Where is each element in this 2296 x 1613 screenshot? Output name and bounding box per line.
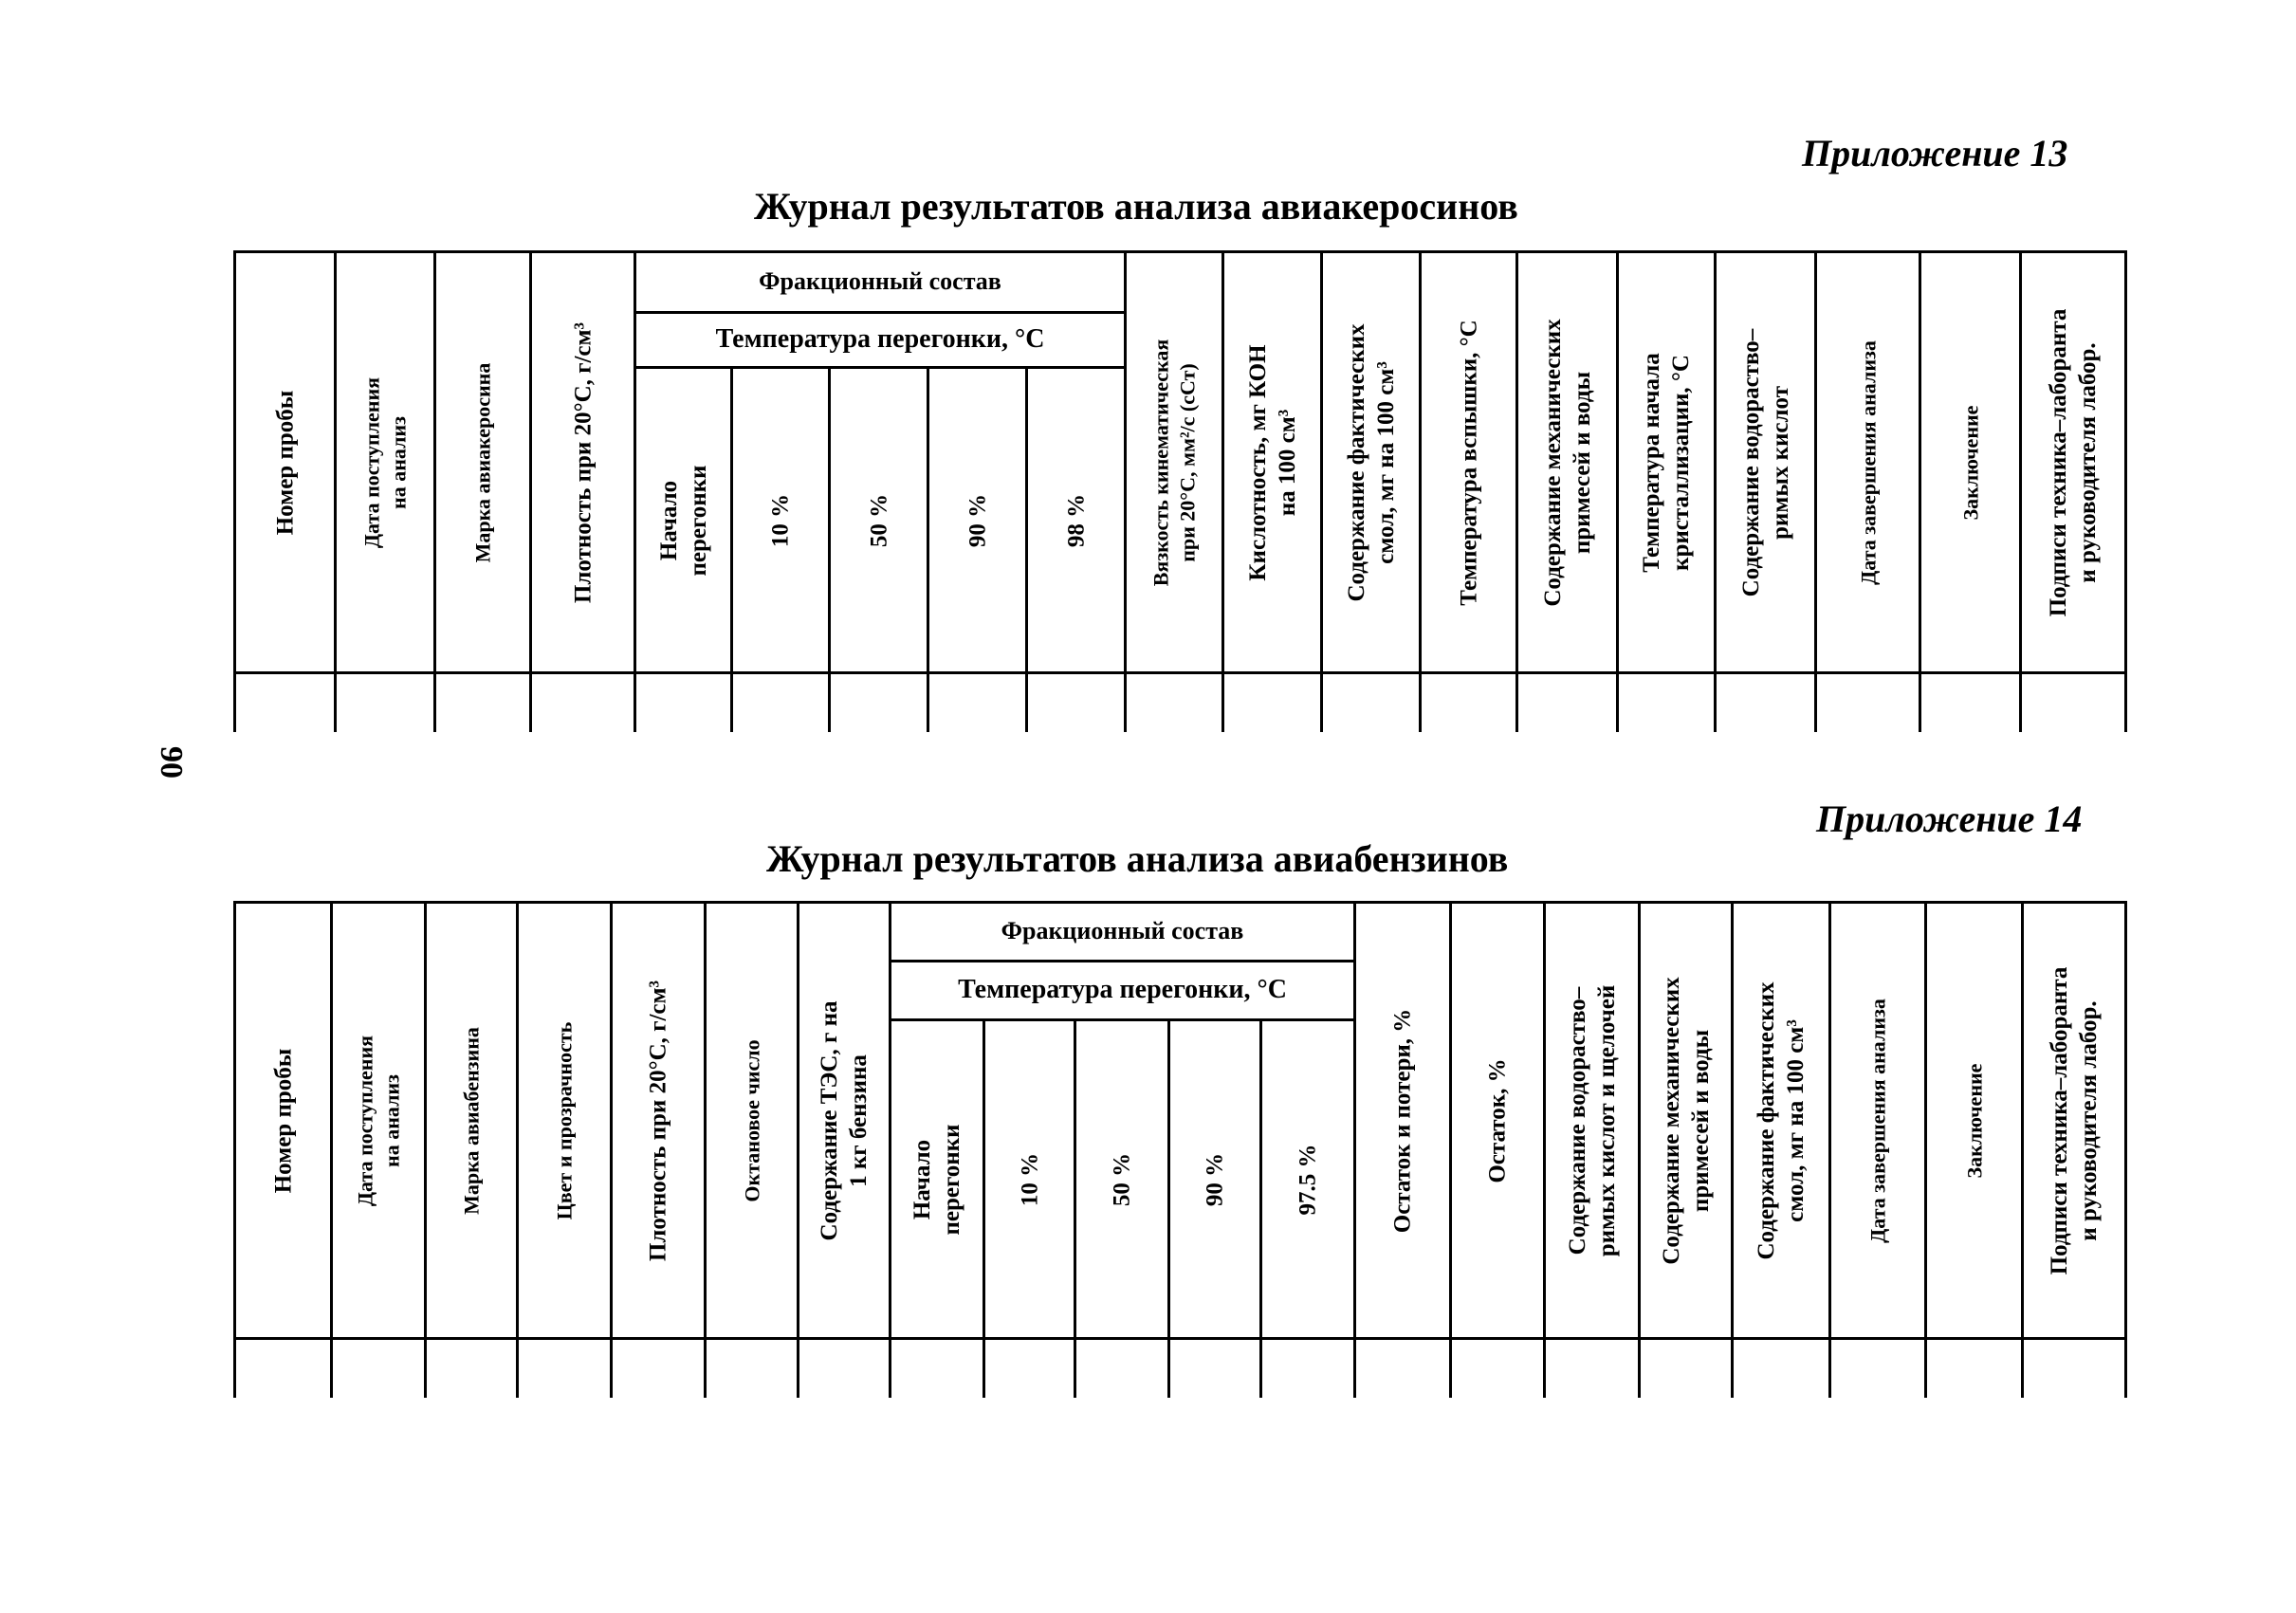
k-col-actual-resins: Содержание фактических смол, мг на 100 см³ bbox=[1322, 252, 1421, 673]
g-col-residue-losses: Остаток и потери, % bbox=[1355, 903, 1451, 1339]
g-col-density: Плотность при 20°С, г/см³ bbox=[612, 903, 706, 1339]
g-subgroup-distillation-temp: Температура перегонки, °С bbox=[891, 962, 1355, 1020]
k-col-water-soluble-acids: Содержание водораство– римых кислот bbox=[1716, 252, 1816, 673]
k-col-density: Плотность при 20°С, г/см³ bbox=[531, 252, 635, 673]
g-col-50pct: 50 % bbox=[1075, 1020, 1169, 1339]
k-col-90pct: 90 % bbox=[928, 368, 1027, 673]
page-number: 90 bbox=[154, 746, 189, 779]
k-col-viscosity: Вязкость кинематическая при 20°С, мм²/с (сСт) bbox=[1126, 252, 1223, 673]
kerosene-journal-table bbox=[233, 250, 2127, 732]
g-col-gasoline-grade: Марка авиабензина bbox=[426, 903, 518, 1339]
k-col-98pct: 98 % bbox=[1027, 368, 1126, 673]
g-col-90pct: 90 % bbox=[1169, 1020, 1261, 1339]
g-col-initial-boiling: Начало перегонки bbox=[891, 1020, 984, 1339]
k-col-10pct: 10 % bbox=[732, 368, 830, 673]
k-col-mechanical-impurities: Содержание механических примесей и воды bbox=[1517, 252, 1618, 673]
g-col-octane-number: Октановое число bbox=[706, 903, 799, 1339]
g-col-signatures: Подписи техника–лаборанта и руководителя лабор. bbox=[2023, 903, 2126, 1339]
k-group-fractional-composition: Фракционный состав bbox=[635, 252, 1126, 313]
appendix-14-title: Журнал результатов анализа авиабензинов bbox=[766, 837, 1509, 880]
appendix-13-label: Приложение 13 bbox=[1802, 132, 2068, 174]
k-col-acidity: Кислотность, мг КОН на 100 см³ bbox=[1223, 252, 1322, 673]
k-col-receipt-date: Дата поступления на анализ bbox=[336, 252, 435, 673]
g-col-97-5pct: 97.5 % bbox=[1261, 1020, 1355, 1339]
k-col-kerosene-grade: Марка авиакеросина bbox=[435, 252, 531, 673]
appendix-14-label: Приложение 14 bbox=[1816, 797, 2083, 840]
g-group-fractional-composition: Фракционный состав bbox=[891, 903, 1355, 962]
aviation-gasoline-journal-table bbox=[233, 901, 2127, 1398]
k-col-completion-date: Дата завершения анализа bbox=[1816, 252, 1920, 673]
k-col-flash-point: Температура вспышки, °С bbox=[1421, 252, 1517, 673]
g-col-residue: Остаток, % bbox=[1451, 903, 1545, 1339]
g-blank-row bbox=[235, 1339, 2126, 1398]
k-col-signatures: Подписи техника–лаборанта и руководителя лабор. bbox=[2021, 252, 2126, 673]
k-col-50pct: 50 % bbox=[830, 368, 928, 673]
g-col-actual-resins: Содержание фактических смол, мг на 100 см³ bbox=[1733, 903, 1830, 1339]
k-col-conclusion: Заключение bbox=[1920, 252, 2021, 673]
g-col-receipt-date: Дата поступления на анализ bbox=[332, 903, 426, 1339]
g-col-water-soluble-acids-alkalis: Содержание водораство– римых кислот и щелочей bbox=[1545, 903, 1640, 1339]
k-col-initial-boiling: Начало перегонки bbox=[635, 368, 732, 673]
k-col-sample-number: Номер пробы bbox=[235, 252, 336, 673]
g-col-completion-date: Дата завершения анализа bbox=[1830, 903, 1926, 1339]
k-blank-row bbox=[235, 673, 2126, 732]
appendix-13-title: Журнал результатов анализа авиакеросинов bbox=[754, 185, 1518, 228]
g-col-sample-number: Номер пробы bbox=[235, 903, 332, 1339]
g-col-tel-content: Содержание ТЭС, г на 1 кг бензина bbox=[799, 903, 891, 1339]
g-col-color-clarity: Цвет и прозрачность bbox=[518, 903, 612, 1339]
k-col-crystallization-temp: Температура начала кристаллизации, °С bbox=[1618, 252, 1716, 673]
g-col-10pct: 10 % bbox=[984, 1020, 1075, 1339]
k-subgroup-distillation-temp: Температура перегонки, °С bbox=[635, 313, 1126, 368]
g-col-conclusion: Заключение bbox=[1926, 903, 2023, 1339]
g-col-mechanical-impurities: Содержание механических примесей и воды bbox=[1640, 903, 1733, 1339]
